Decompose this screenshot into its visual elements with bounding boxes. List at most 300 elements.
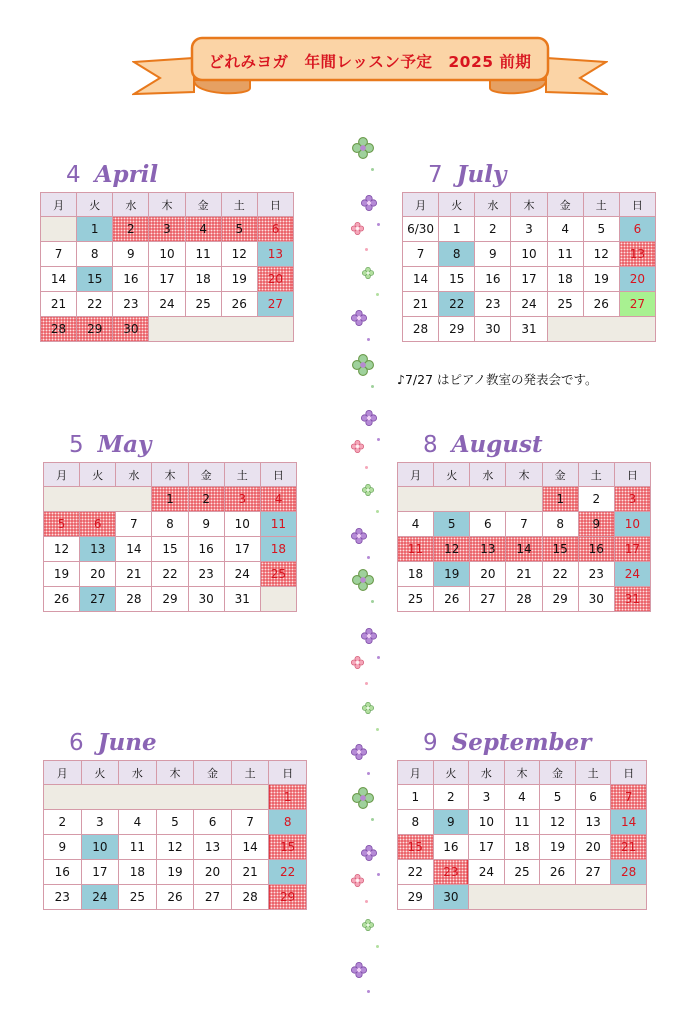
month-number: 6 bbox=[69, 730, 84, 756]
day-cell: 29 bbox=[77, 317, 113, 342]
petal-dot bbox=[371, 818, 374, 821]
day-cell: 4 bbox=[260, 487, 296, 512]
day-cell: 30 bbox=[188, 587, 224, 612]
day-cell: 3 bbox=[81, 810, 119, 835]
day-cell: 27 bbox=[575, 860, 611, 885]
empty-cell bbox=[44, 487, 152, 512]
weekday-header: 水 bbox=[475, 193, 511, 217]
day-cell: 14 bbox=[41, 267, 77, 292]
day-cell: 6 bbox=[257, 217, 293, 242]
day-cell: 6 bbox=[575, 785, 611, 810]
flower-icon bbox=[361, 195, 377, 211]
day-cell: 14 bbox=[116, 537, 152, 562]
empty-cell bbox=[547, 317, 655, 342]
weekday-header: 水 bbox=[113, 193, 149, 217]
day-cell: 5 bbox=[44, 512, 80, 537]
flower-icon bbox=[351, 222, 364, 235]
petal-dot bbox=[376, 510, 379, 513]
day-cell: 21 bbox=[506, 562, 542, 587]
day-cell: 12 bbox=[540, 810, 576, 835]
day-cell: 17 bbox=[149, 267, 185, 292]
day-cell: 14 bbox=[506, 537, 542, 562]
flower-icon bbox=[362, 484, 374, 496]
month-title bbox=[43, 726, 307, 760]
weekday-header: 水 bbox=[469, 761, 505, 785]
day-cell: 19 bbox=[44, 562, 80, 587]
day-cell: 20 bbox=[194, 860, 232, 885]
weekday-header: 月 bbox=[398, 761, 434, 785]
month-title bbox=[402, 158, 656, 192]
weekday-header-row bbox=[44, 761, 307, 785]
weekday-header: 土 bbox=[224, 463, 260, 487]
day-cell: 13 bbox=[194, 835, 232, 860]
month-name: August bbox=[451, 431, 543, 458]
petal-dot bbox=[377, 223, 380, 226]
day-cell: 12 bbox=[583, 242, 619, 267]
day-cell: 24 bbox=[149, 292, 185, 317]
empty-cell bbox=[41, 217, 77, 242]
day-cell: 2 bbox=[188, 487, 224, 512]
weekday-header: 日 bbox=[619, 193, 655, 217]
day-cell: 23 bbox=[188, 562, 224, 587]
month-number: 8 bbox=[423, 432, 438, 458]
day-cell: 13 bbox=[257, 242, 293, 267]
petal-dot bbox=[365, 900, 368, 903]
day-cell: 11 bbox=[398, 537, 434, 562]
weekday-header: 土 bbox=[575, 761, 611, 785]
week-row bbox=[403, 317, 656, 342]
day-cell: 4 bbox=[185, 217, 221, 242]
day-cell: 17 bbox=[81, 860, 119, 885]
day-cell: 18 bbox=[260, 537, 296, 562]
flower-icon bbox=[351, 440, 364, 453]
flower-icon bbox=[362, 702, 374, 714]
day-cell: 5 bbox=[583, 217, 619, 242]
day-cell: 1 bbox=[542, 487, 578, 512]
week-row bbox=[44, 487, 297, 512]
day-cell: 26 bbox=[44, 587, 80, 612]
petal-dot bbox=[376, 945, 379, 948]
calendar-table bbox=[40, 192, 294, 342]
title-banner bbox=[132, 36, 608, 102]
day-cell: 4 bbox=[119, 810, 157, 835]
weekday-header: 金 bbox=[547, 193, 583, 217]
calendar-table bbox=[43, 462, 297, 612]
month-name: July bbox=[456, 161, 507, 188]
month-number: 4 bbox=[66, 162, 81, 188]
day-cell: 23 bbox=[433, 860, 469, 885]
flower-icon bbox=[352, 354, 374, 376]
day-cell: 21 bbox=[231, 860, 269, 885]
day-cell: 30 bbox=[433, 885, 469, 910]
day-cell: 11 bbox=[260, 512, 296, 537]
weekday-header: 月 bbox=[41, 193, 77, 217]
petal-dot bbox=[365, 466, 368, 469]
weekday-header: 日 bbox=[257, 193, 293, 217]
day-cell: 10 bbox=[224, 512, 260, 537]
day-cell: 4 bbox=[398, 512, 434, 537]
day-cell: 27 bbox=[80, 587, 116, 612]
month-name: September bbox=[451, 729, 592, 756]
flower-icon bbox=[351, 744, 367, 760]
day-cell: 10 bbox=[81, 835, 119, 860]
empty-cell bbox=[149, 317, 294, 342]
week-row bbox=[41, 217, 294, 242]
week-row bbox=[44, 537, 297, 562]
petal-dot bbox=[371, 600, 374, 603]
day-cell: 17 bbox=[224, 537, 260, 562]
day-cell: 29 bbox=[398, 885, 434, 910]
day-cell: 10 bbox=[614, 512, 650, 537]
day-cell: 6/30 bbox=[403, 217, 439, 242]
day-cell: 16 bbox=[188, 537, 224, 562]
weekday-header: 水 bbox=[470, 463, 506, 487]
day-cell: 11 bbox=[547, 242, 583, 267]
day-cell: 2 bbox=[433, 785, 469, 810]
petal-dot bbox=[377, 656, 380, 659]
day-cell: 19 bbox=[156, 860, 194, 885]
day-cell: 20 bbox=[575, 835, 611, 860]
day-cell: 9 bbox=[475, 242, 511, 267]
day-cell: 5 bbox=[540, 785, 576, 810]
day-cell: 20 bbox=[470, 562, 506, 587]
day-cell: 25 bbox=[504, 860, 540, 885]
day-cell: 6 bbox=[80, 512, 116, 537]
empty-cell bbox=[398, 487, 543, 512]
day-cell: 5 bbox=[434, 512, 470, 537]
day-cell: 12 bbox=[221, 242, 257, 267]
week-row bbox=[44, 512, 297, 537]
day-cell: 8 bbox=[439, 242, 475, 267]
day-cell: 24 bbox=[469, 860, 505, 885]
day-cell: 27 bbox=[470, 587, 506, 612]
calendar-table bbox=[402, 192, 656, 342]
day-cell: 1 bbox=[269, 785, 307, 810]
week-row bbox=[41, 292, 294, 317]
day-cell: 10 bbox=[511, 242, 547, 267]
day-cell: 23 bbox=[44, 885, 82, 910]
day-cell: 19 bbox=[221, 267, 257, 292]
week-row bbox=[403, 292, 656, 317]
day-cell: 8 bbox=[269, 810, 307, 835]
weekday-header: 木 bbox=[149, 193, 185, 217]
week-row bbox=[44, 860, 307, 885]
day-cell: 21 bbox=[41, 292, 77, 317]
week-row bbox=[398, 810, 647, 835]
week-row bbox=[44, 562, 297, 587]
day-cell: 27 bbox=[194, 885, 232, 910]
weekday-header: 木 bbox=[156, 761, 194, 785]
day-cell: 27 bbox=[257, 292, 293, 317]
day-cell: 20 bbox=[257, 267, 293, 292]
flower-icon bbox=[361, 845, 377, 861]
recital-note: ♪7/27 はピアノ教室の発表会です。 bbox=[397, 372, 598, 387]
petal-dot bbox=[367, 990, 370, 993]
day-cell: 3 bbox=[469, 785, 505, 810]
day-cell: 2 bbox=[44, 810, 82, 835]
weekday-header: 金 bbox=[540, 761, 576, 785]
weekday-header-row bbox=[44, 463, 297, 487]
day-cell: 6 bbox=[619, 217, 655, 242]
day-cell: 15 bbox=[542, 537, 578, 562]
calendar-table bbox=[397, 462, 651, 612]
day-cell: 11 bbox=[185, 242, 221, 267]
flower-icon bbox=[351, 528, 367, 544]
petal-dot bbox=[367, 772, 370, 775]
weekday-header: 土 bbox=[583, 193, 619, 217]
day-cell: 14 bbox=[611, 810, 647, 835]
weekday-header: 火 bbox=[434, 463, 470, 487]
week-row bbox=[398, 487, 651, 512]
day-cell: 23 bbox=[475, 292, 511, 317]
day-cell: 16 bbox=[578, 537, 614, 562]
weekday-header: 土 bbox=[221, 193, 257, 217]
day-cell: 15 bbox=[152, 537, 188, 562]
weekday-header: 土 bbox=[231, 761, 269, 785]
day-cell: 22 bbox=[269, 860, 307, 885]
weekday-header: 日 bbox=[260, 463, 296, 487]
month-number: 7 bbox=[428, 162, 443, 188]
day-cell: 17 bbox=[469, 835, 505, 860]
day-cell: 8 bbox=[398, 810, 434, 835]
week-row bbox=[41, 242, 294, 267]
weekday-header: 日 bbox=[269, 761, 307, 785]
day-cell: 18 bbox=[119, 860, 157, 885]
day-cell: 29 bbox=[152, 587, 188, 612]
calendar-table bbox=[397, 760, 647, 910]
petal-dot bbox=[367, 338, 370, 341]
day-cell: 28 bbox=[611, 860, 647, 885]
day-cell: 20 bbox=[80, 562, 116, 587]
month-name: April bbox=[94, 161, 159, 188]
day-cell: 8 bbox=[152, 512, 188, 537]
month-may bbox=[43, 428, 297, 612]
day-cell: 9 bbox=[113, 242, 149, 267]
empty-cell bbox=[44, 785, 269, 810]
day-cell: 1 bbox=[152, 487, 188, 512]
day-cell: 1 bbox=[439, 217, 475, 242]
weekday-header: 木 bbox=[504, 761, 540, 785]
day-cell: 31 bbox=[614, 587, 650, 612]
day-cell: 10 bbox=[469, 810, 505, 835]
flower-icon bbox=[352, 787, 374, 809]
flower-icon bbox=[351, 874, 364, 887]
week-row bbox=[398, 512, 651, 537]
flower-icon bbox=[362, 267, 374, 279]
day-cell: 13 bbox=[80, 537, 116, 562]
weekday-header-row bbox=[41, 193, 294, 217]
day-cell: 18 bbox=[398, 562, 434, 587]
day-cell: 10 bbox=[149, 242, 185, 267]
day-cell: 6 bbox=[470, 512, 506, 537]
day-cell: 23 bbox=[113, 292, 149, 317]
day-cell: 12 bbox=[44, 537, 80, 562]
day-cell: 9 bbox=[578, 512, 614, 537]
flower-icon bbox=[351, 310, 367, 326]
day-cell: 18 bbox=[185, 267, 221, 292]
week-row bbox=[403, 242, 656, 267]
flower-icon bbox=[361, 628, 377, 644]
day-cell: 6 bbox=[194, 810, 232, 835]
day-cell: 2 bbox=[578, 487, 614, 512]
day-cell: 11 bbox=[119, 835, 157, 860]
day-cell: 3 bbox=[511, 217, 547, 242]
week-row bbox=[398, 562, 651, 587]
day-cell: 22 bbox=[398, 860, 434, 885]
flower-icon bbox=[351, 656, 364, 669]
day-cell: 1 bbox=[398, 785, 434, 810]
weekday-header: 水 bbox=[116, 463, 152, 487]
day-cell: 29 bbox=[542, 587, 578, 612]
weekday-header: 日 bbox=[614, 463, 650, 487]
day-cell: 3 bbox=[614, 487, 650, 512]
day-cell: 28 bbox=[403, 317, 439, 342]
day-cell: 23 bbox=[578, 562, 614, 587]
petal-dot bbox=[365, 248, 368, 251]
day-cell: 16 bbox=[475, 267, 511, 292]
day-cell: 28 bbox=[506, 587, 542, 612]
day-cell: 25 bbox=[185, 292, 221, 317]
day-cell: 30 bbox=[113, 317, 149, 342]
day-cell: 7 bbox=[611, 785, 647, 810]
day-cell: 9 bbox=[44, 835, 82, 860]
petal-dot bbox=[376, 293, 379, 296]
month-title bbox=[40, 158, 294, 192]
day-cell: 21 bbox=[611, 835, 647, 860]
week-row bbox=[403, 267, 656, 292]
day-cell: 13 bbox=[619, 242, 655, 267]
day-cell: 16 bbox=[44, 860, 82, 885]
day-cell: 24 bbox=[511, 292, 547, 317]
month-name: May bbox=[97, 431, 152, 458]
day-cell: 7 bbox=[403, 242, 439, 267]
month-title bbox=[397, 726, 647, 760]
day-cell: 8 bbox=[77, 242, 113, 267]
day-cell: 4 bbox=[504, 785, 540, 810]
day-cell: 7 bbox=[116, 512, 152, 537]
week-row bbox=[403, 217, 656, 242]
weekday-header: 金 bbox=[188, 463, 224, 487]
day-cell: 8 bbox=[542, 512, 578, 537]
petal-dot bbox=[367, 556, 370, 559]
weekday-header-row bbox=[403, 193, 656, 217]
week-row bbox=[398, 885, 647, 910]
weekday-header: 火 bbox=[81, 761, 119, 785]
day-cell: 28 bbox=[41, 317, 77, 342]
month-title bbox=[397, 428, 651, 462]
month-name: June bbox=[97, 729, 157, 756]
day-cell: 31 bbox=[224, 587, 260, 612]
day-cell: 22 bbox=[439, 292, 475, 317]
day-cell: 2 bbox=[475, 217, 511, 242]
day-cell: 27 bbox=[619, 292, 655, 317]
day-cell: 16 bbox=[113, 267, 149, 292]
day-cell: 26 bbox=[221, 292, 257, 317]
petal-dot bbox=[365, 682, 368, 685]
weekday-header: 月 bbox=[44, 463, 80, 487]
week-row bbox=[41, 267, 294, 292]
weekday-header-row bbox=[398, 761, 647, 785]
weekday-header: 月 bbox=[403, 193, 439, 217]
flower-icon bbox=[352, 569, 374, 591]
day-cell: 26 bbox=[156, 885, 194, 910]
day-cell: 7 bbox=[506, 512, 542, 537]
week-row bbox=[44, 587, 297, 612]
day-cell: 13 bbox=[575, 810, 611, 835]
month-title bbox=[43, 428, 297, 462]
weekday-header: 土 bbox=[578, 463, 614, 487]
day-cell: 20 bbox=[619, 267, 655, 292]
day-cell: 25 bbox=[119, 885, 157, 910]
month-number: 5 bbox=[69, 432, 84, 458]
week-row bbox=[398, 835, 647, 860]
day-cell: 22 bbox=[77, 292, 113, 317]
flower-icon bbox=[361, 410, 377, 426]
weekday-header: 火 bbox=[433, 761, 469, 785]
day-cell: 19 bbox=[583, 267, 619, 292]
week-row bbox=[398, 537, 651, 562]
day-cell: 31 bbox=[511, 317, 547, 342]
day-cell: 28 bbox=[231, 885, 269, 910]
day-cell: 28 bbox=[116, 587, 152, 612]
day-cell: 2 bbox=[113, 217, 149, 242]
month-april bbox=[40, 158, 294, 342]
weekday-header: 火 bbox=[439, 193, 475, 217]
day-cell: 12 bbox=[156, 835, 194, 860]
weekday-header: 月 bbox=[44, 761, 82, 785]
day-cell: 25 bbox=[260, 562, 296, 587]
week-row bbox=[398, 587, 651, 612]
week-row bbox=[44, 885, 307, 910]
day-cell: 21 bbox=[403, 292, 439, 317]
day-cell: 25 bbox=[547, 292, 583, 317]
day-cell: 15 bbox=[269, 835, 307, 860]
week-row bbox=[41, 317, 294, 342]
empty-cell bbox=[260, 587, 296, 612]
petal-dot bbox=[376, 728, 379, 731]
weekday-header: 木 bbox=[506, 463, 542, 487]
day-cell: 13 bbox=[470, 537, 506, 562]
day-cell: 29 bbox=[439, 317, 475, 342]
day-cell: 26 bbox=[434, 587, 470, 612]
weekday-header: 火 bbox=[77, 193, 113, 217]
weekday-header: 金 bbox=[194, 761, 232, 785]
week-row bbox=[398, 785, 647, 810]
calendar-table bbox=[43, 760, 307, 910]
weekday-header: 水 bbox=[119, 761, 157, 785]
petal-dot bbox=[371, 385, 374, 388]
day-cell: 1 bbox=[77, 217, 113, 242]
day-cell: 24 bbox=[224, 562, 260, 587]
day-cell: 26 bbox=[540, 860, 576, 885]
empty-cell bbox=[469, 885, 647, 910]
day-cell: 26 bbox=[583, 292, 619, 317]
day-cell: 3 bbox=[224, 487, 260, 512]
flower-icon bbox=[352, 137, 374, 159]
day-cell: 17 bbox=[614, 537, 650, 562]
day-cell: 29 bbox=[269, 885, 307, 910]
weekday-header: 日 bbox=[611, 761, 647, 785]
weekday-header: 火 bbox=[80, 463, 116, 487]
day-cell: 24 bbox=[81, 885, 119, 910]
day-cell: 16 bbox=[433, 835, 469, 860]
day-cell: 19 bbox=[540, 835, 576, 860]
day-cell: 30 bbox=[578, 587, 614, 612]
day-cell: 18 bbox=[504, 835, 540, 860]
flower-icon bbox=[351, 962, 367, 978]
day-cell: 12 bbox=[434, 537, 470, 562]
day-cell: 15 bbox=[439, 267, 475, 292]
